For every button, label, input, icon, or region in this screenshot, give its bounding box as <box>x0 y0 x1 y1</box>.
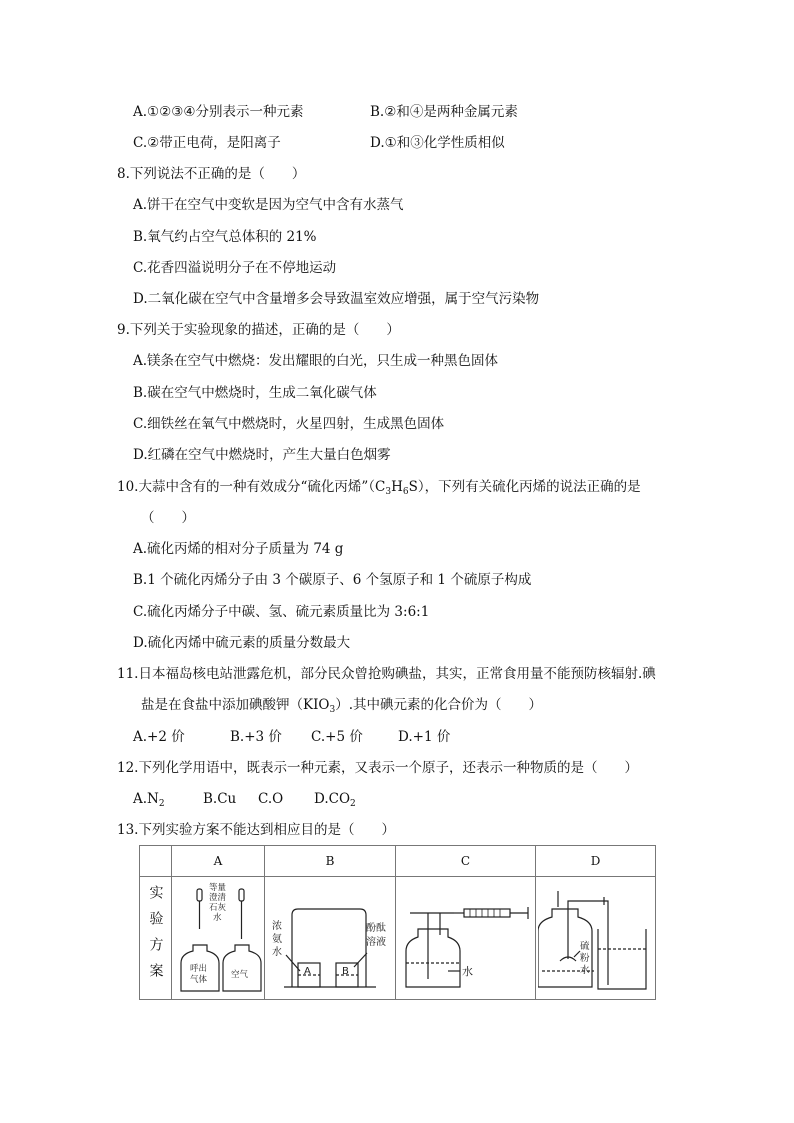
d-label-s1: 硫 <box>579 941 590 952</box>
header-b: B <box>265 846 396 877</box>
q7-option-d: D.①和③化学性质相似 <box>370 135 505 151</box>
q11-option-a: A.+2 价 <box>133 729 185 745</box>
q10-answer-paren: （ ） <box>141 510 195 526</box>
b-label-right1: 酚酞 <box>366 923 386 934</box>
q11-stem-line1: 11.日本福岛核电站泄露危机，部分民众曾抢购碘盐，其实，正常食用量不能预防核辐射.碘 <box>117 666 656 682</box>
experiment-header-row <box>140 846 656 877</box>
q9-option-d: D.红磷在空气中燃烧时，产生大量白色烟雾 <box>133 447 391 463</box>
a-label-bottle1: 呼出 <box>190 964 208 974</box>
q10-option-d: D.硫化丙烯中硫元素的质量分数最大 <box>133 635 351 651</box>
q8-stem: 8.下列说法不正确的是（ ） <box>117 166 306 182</box>
q9-option-b: B.碳在空气中燃烧时，生成二氧化碳气体 <box>133 385 377 401</box>
b-label-beaker-a: A <box>304 966 311 977</box>
diagram-d-cell <box>536 877 656 1000</box>
q12-option-b: B.Cu <box>203 791 237 807</box>
q11-stem-line2: 盐是在食盐中添加碘酸钾$(KIO_3)$.其中碘元素的化合价为（ ） <box>141 697 543 715</box>
q11-option-c: C.+5 价 <box>311 729 363 745</box>
q8-option-a: A.饼干在空气中变软是因为空气中含有水蒸气 <box>133 197 404 213</box>
q10-option-b: B.1 个硫化丙烯分子由 3 个碳原子、6 个氢原子和 1 个硫原子构成 <box>133 572 532 588</box>
row-label: 实验方案 <box>147 884 164 989</box>
diagram-a <box>173 879 263 997</box>
b-label-left1: 浓 <box>272 921 282 932</box>
b-label-beaker-b: B <box>342 966 349 977</box>
q11-option-d: D.+1 价 <box>398 729 451 745</box>
q12-option-d: $D.CO_2$ <box>314 791 356 809</box>
q9-option-c: C.细铁丝在氧气中燃烧时，火星四射，生成黑色固体 <box>133 416 445 432</box>
experiment-table <box>139 845 656 1000</box>
diagram-a-cell <box>172 877 265 1000</box>
header-a: A <box>172 846 265 877</box>
a-label-reagent4: 水 <box>213 913 222 923</box>
q9-stem: 9.下列关于实验现象的描述，正确的是（ ） <box>117 322 400 338</box>
diagram-c-cell <box>396 877 536 1000</box>
a-label-reagent1: 等量 <box>209 883 227 893</box>
c-label-water: 水 <box>461 965 473 978</box>
q10-option-c: C.硫化丙烯分子中碳、氢、硫元素质量比为 3:6:1 <box>133 604 430 620</box>
header-c: C <box>396 846 536 877</box>
diagram-c <box>398 879 534 997</box>
q8-option-b: B.氧气约占空气总体积的 21% <box>133 229 317 245</box>
b-label-left3: 水 <box>272 947 282 958</box>
a-label-bottle1b: 气体 <box>190 975 208 985</box>
q12-option-a: $A.N_2$ <box>133 791 165 809</box>
b-label-right2: 溶液 <box>366 937 386 948</box>
q8-option-c: C.花香四溢说明分子在不停地运动 <box>133 260 337 276</box>
diagram-b <box>266 879 394 997</box>
b-label-left2: 氨 <box>272 934 282 945</box>
experiment-diagram-row <box>140 877 656 1000</box>
diagram-b-cell <box>265 877 396 1000</box>
header-d: D <box>536 846 656 877</box>
diagram-d <box>538 879 654 997</box>
q9-option-a: A.镁条在空气中燃烧：发出耀眼的白光，只生成一种黑色固体 <box>133 353 499 369</box>
q12-option-c: C.O <box>258 791 284 807</box>
a-label-bottle2: 空气 <box>231 970 249 980</box>
d-label-s2: 粉 <box>579 953 590 964</box>
q7-option-b: B.②和④是两种金属元素 <box>370 104 518 120</box>
q10-option-a: A.硫化丙烯的相对分子质量为 74 g <box>133 541 344 557</box>
q10-stem: 10.大蒜中含有的一种有效成分“硫化丙烯$”(C_3H_6S)$，下列有关硫化丙烯的说法正确的是 <box>117 479 641 497</box>
d-label-s3: 水 <box>579 965 590 976</box>
q11-option-b: B.+3 价 <box>230 729 282 745</box>
q7-option-c: C.②带正电荷，是阳离子 <box>133 135 281 151</box>
q13-stem: 13.下列实验方案不能达到相应目的是（ ） <box>117 822 395 838</box>
header-empty-cell <box>140 846 172 877</box>
a-label-reagent3: 石灰 <box>209 903 227 913</box>
q12-stem: 12.下列化学用语中，既表示一种元素，又表示一个原子，还表示一种物质的是（ ） <box>117 760 638 776</box>
q8-option-d: D.二氧化碳在空气中含量增多会导致温室效应增强，属于空气污染物 <box>133 291 540 307</box>
row-label-cell <box>140 877 172 1000</box>
q7-option-a: A.①②③④分别表示一种元素 <box>133 104 304 120</box>
a-label-reagent2: 澄清 <box>209 893 227 903</box>
